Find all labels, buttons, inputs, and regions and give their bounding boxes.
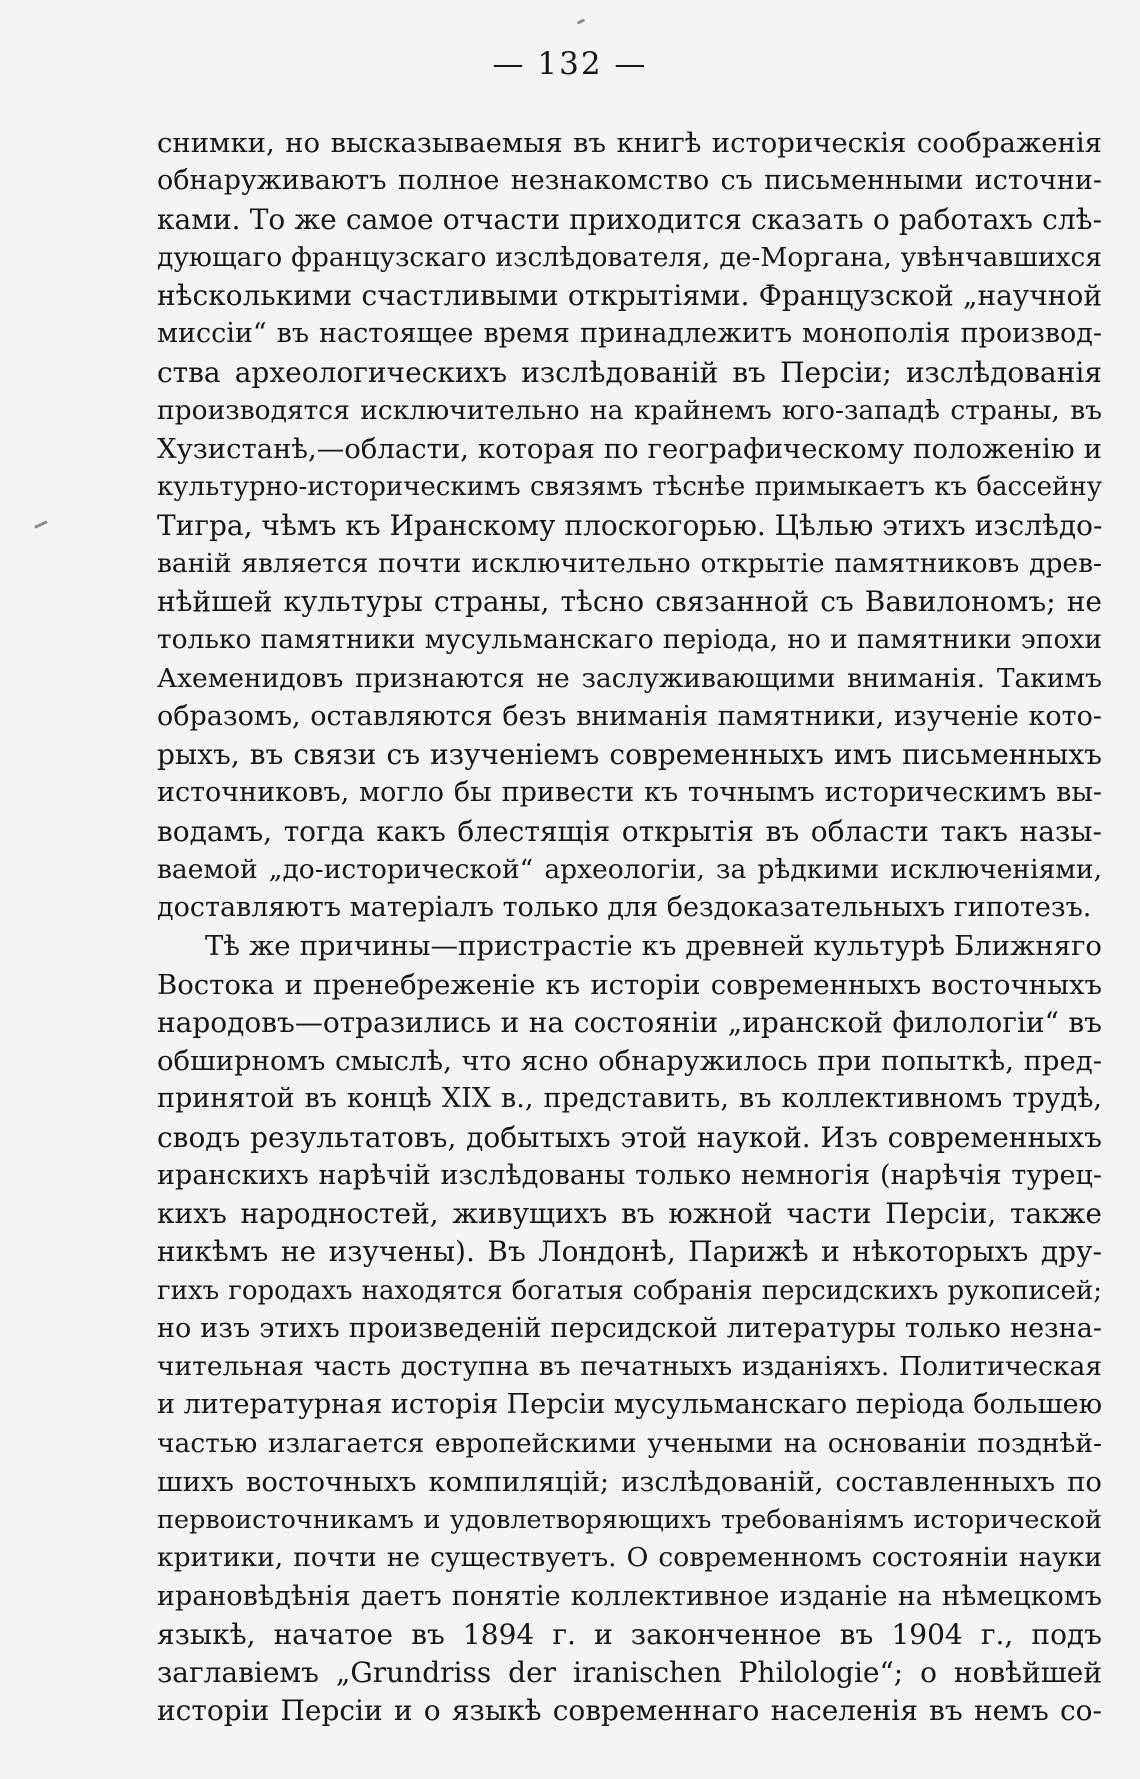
text-line: обширномъ смыслѣ, что ясно обнаружилось при попыткѣ, пред- (157, 1045, 1102, 1077)
text-line: ирановѣдѣнія даетъ понятіе коллективное изданіе на нѣмецкомъ (157, 1580, 1102, 1612)
text-line: миссіи“ въ настоящее время принадлежитъ монополія производ- (157, 318, 1102, 350)
text-line: рыхъ, въ связи съ изученіемъ современныхъ имъ письменныхъ (157, 738, 1102, 771)
text-line: снимки, но высказываемыя въ книгѣ историческія соображенія (157, 127, 1102, 159)
text-line: сводъ результатовъ, добытыхъ этой наукой. Изъ современныхъ (157, 1120, 1102, 1154)
body-text (157, 124, 1102, 1731)
text-line: и литературная исторія Персіи мусульманскаго періода большею (157, 1389, 1102, 1421)
text-line: Хузистанѣ,—области, которая по географическому положенію и (157, 433, 1102, 465)
text-line: частью излагается европейскими учеными на основаніи позднѣй- (157, 1427, 1102, 1459)
text-line: производятся исключительно на крайнемъ юго-западѣ страны, въ (157, 394, 1102, 426)
text-line: принятой въ концѣ XIX в., представить, въ коллективномъ трудѣ, (157, 1083, 1102, 1115)
text-line: обнаруживаютъ полное незнакомство съ письменными источни- (157, 165, 1102, 197)
text-line: гихъ городахъ находятся богатыя собранія персидскихъ рукописей; (157, 1275, 1102, 1306)
text-line: только памятники мусульманскаго періода, но и памятники эпохи (157, 624, 1102, 656)
paragraph-1 (157, 124, 1102, 927)
scan-speck-mark (34, 520, 48, 529)
text-line: Тигра, чѣмъ къ Иранскому плоскогорью. Цѣлью этихъ изслѣдо- (157, 508, 1102, 542)
paragraph-2 (157, 927, 1102, 1730)
text-line: никѣмъ не изучены). Въ Лондонѣ, Парижѣ и нѣкоторыхъ дру- (157, 1235, 1102, 1269)
text-line: языкѣ, начатое въ 1894 г. и законченное въ 1904 г., подъ (157, 1617, 1102, 1651)
text-line: чительная часть доступна въ печатныхъ изданіяхъ. Политическая (157, 1351, 1102, 1382)
page-number: — 132 — (492, 46, 648, 82)
text-line: ства археологическихъ изслѣдованій въ Персіи; изслѣдованія (157, 355, 1102, 389)
text-line: шихъ восточныхъ компиляцій; изслѣдованій, составленныхъ по (157, 1465, 1102, 1498)
scan-speck-mark (577, 18, 586, 24)
text-line: ками. То же самое отчасти приходится сказать о работахъ слѣ- (157, 202, 1102, 236)
text-line: образомъ, оставляются безъ вниманія памятники, изученіе кото- (157, 700, 1102, 732)
text-line: водамъ, тогда какъ блестящія открытія въ области такъ назы- (157, 814, 1102, 848)
text-line: культурно-историческимъ связямъ тѣснѣе примыкаетъ къ бассейну (157, 472, 1102, 503)
text-line: доставляютъ матеріалъ только для бездоказательныхъ гипотезъ. (157, 892, 1092, 923)
text-line: но изъ этихъ произведеній персидской литературы только незна- (157, 1312, 1102, 1344)
text-line: ваній является почти исключительно открытіе памятниковъ древ- (157, 547, 1102, 579)
text-line: иранскихъ нарѣчій изслѣдованы только немногія (нарѣчія турец- (157, 1159, 1102, 1191)
text-line: Ахеменидовъ признаются не заслуживающими вниманія. Такимъ (157, 662, 1102, 694)
text-line: народовъ—отразились и на состояніи „иранской филологіи“ въ (157, 1005, 1102, 1039)
text-line: критики, почти не существуетъ. О современномъ состояніи науки (157, 1542, 1102, 1574)
text-line: кихъ народностей, живущихъ въ южной части Персіи, также (157, 1197, 1102, 1230)
text-line: источниковъ, могло бы привести къ точнымъ историческимъ вы- (157, 777, 1102, 809)
text-line: Тѣ же причины—пристрастіе къ древней культурѣ Ближняго (205, 930, 1102, 963)
text-line: нѣсколькими счастливыми открытіями. Французской „научной (157, 279, 1102, 312)
text-line: нѣйшей культуры страны, тѣсно связанной съ Вавилономъ; не (157, 585, 1102, 618)
text-line: заглавіемъ „Grundriss der iranischen Philologie“; о новѣйшей (157, 1656, 1102, 1689)
text-line: дующаго французскаго изслѣдователя, де-Моргана, увѣнчавшихся (157, 241, 1102, 273)
text-line: первоисточникамъ и удовлетворяющихъ требованіямъ исторической (157, 1505, 1102, 1535)
text-line: Востока и пренебреженіе къ исторіи современныхъ восточныхъ (157, 968, 1102, 1001)
text-line: исторіи Персіи и о языкѣ современнаго населенія въ немъ со- (157, 1694, 1102, 1728)
text-line: ваемой „до-исторической“ археологіи, за рѣдкими исключеніями, (157, 853, 1102, 885)
